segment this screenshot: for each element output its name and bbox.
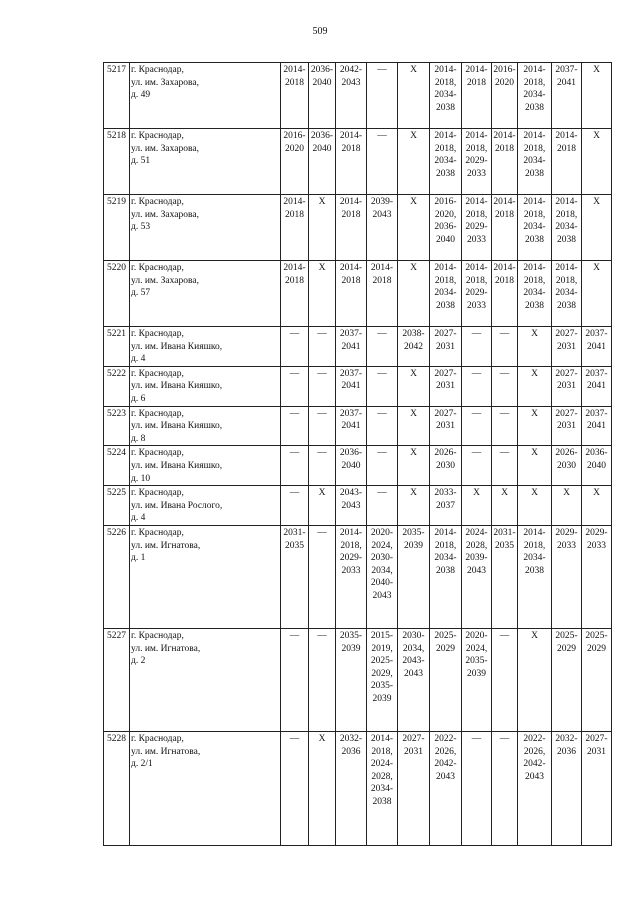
period-cell: X <box>309 486 336 526</box>
period-cell: 2014- 2018 <box>492 261 518 327</box>
period-cell: 2014- 2018, 2034- 2038 <box>518 261 552 327</box>
table-row <box>104 731 612 845</box>
table-row <box>104 327 612 367</box>
period-cell: 2014- 2018, 2029- 2033 <box>462 129 492 195</box>
address-cell: г. Краснодар, ул. им. Захарова, д. 57 <box>130 261 281 327</box>
period-cell: 2027- 2031 <box>430 366 462 406</box>
period-cell: — <box>309 366 336 406</box>
period-cell: — <box>367 366 398 406</box>
period-cell: 2043- 2043 <box>336 486 367 526</box>
page-number: 509 <box>312 26 328 37</box>
row-number: 5223 <box>104 406 130 446</box>
period-cell: — <box>367 327 398 367</box>
period-cell: 2024- 2028, 2039- 2043 <box>462 525 492 628</box>
period-cell: 2014- 2018, 2034- 2038 <box>430 63 462 129</box>
period-cell: X <box>582 195 612 261</box>
period-cell: 2025- 2029 <box>582 628 612 731</box>
period-cell: 2026- 2030 <box>430 446 462 486</box>
period-cell: 2014- 2018, 2029- 2033 <box>462 195 492 261</box>
period-cell: X <box>309 195 336 261</box>
table-row <box>104 406 612 446</box>
period-cell: 2014- 2018 <box>281 261 309 327</box>
period-cell: — <box>309 406 336 446</box>
period-cell: X <box>398 486 430 526</box>
period-cell: 2016- 2020, 2036- 2040 <box>430 195 462 261</box>
period-cell: — <box>281 486 309 526</box>
period-cell: 2014- 2018, 2029- 2033 <box>462 261 492 327</box>
period-cell: 2014- 2018, 2034- 2038 <box>430 129 462 195</box>
address-cell: г. Краснодар, ул. им. Ивана Кияшко, д. 10 <box>130 446 281 486</box>
period-cell: — <box>492 628 518 731</box>
period-cell: 2029- 2033 <box>552 525 582 628</box>
period-cell: 2014- 2018 <box>367 261 398 327</box>
table-row <box>104 366 612 406</box>
period-cell: — <box>281 366 309 406</box>
address-cell: г. Краснодар, ул. им. Захарова, д. 51 <box>130 129 281 195</box>
period-cell: 2016- 2020 <box>492 63 518 129</box>
period-cell: 2036- 2040 <box>309 129 336 195</box>
period-cell: 2014- 2018 <box>462 63 492 129</box>
period-cell: 2027- 2031 <box>430 406 462 446</box>
period-cell: 2027- 2031 <box>552 327 582 367</box>
period-cell: 2036- 2040 <box>336 446 367 486</box>
period-cell: X <box>518 406 552 446</box>
schedule-table <box>103 62 612 846</box>
period-cell: 2037- 2041 <box>582 327 612 367</box>
row-number: 5218 <box>104 129 130 195</box>
row-number: 5220 <box>104 261 130 327</box>
row-number: 5225 <box>104 486 130 526</box>
period-cell: 2027- 2031 <box>582 731 612 845</box>
period-cell: — <box>492 366 518 406</box>
address-cell: г. Краснодар, ул. им. Ивана Кияшко, д. 6 <box>130 366 281 406</box>
period-cell: 2014- 2018, 2034- 2038 <box>518 63 552 129</box>
period-cell: 2035- 2039 <box>336 628 367 731</box>
period-cell: X <box>518 446 552 486</box>
period-cell: X <box>582 63 612 129</box>
period-cell: 2014- 2018, 2034- 2038 <box>430 261 462 327</box>
period-cell: 2037- 2041 <box>552 63 582 129</box>
period-cell: — <box>281 731 309 845</box>
period-cell: 2036- 2040 <box>582 446 612 486</box>
period-cell: X <box>582 261 612 327</box>
period-cell: X <box>398 195 430 261</box>
period-cell: 2032- 2036 <box>552 731 582 845</box>
period-cell: 2014- 2018, 2034- 2038 <box>518 129 552 195</box>
address-cell: г. Краснодар, ул. им. Игнатова, д. 2 <box>130 628 281 731</box>
period-cell: — <box>492 327 518 367</box>
period-cell: 2014- 2018, 2029- 2033 <box>336 525 367 628</box>
period-cell: — <box>309 628 336 731</box>
address-cell: г. Краснодар, ул. им. Захарова, д. 49 <box>130 63 281 129</box>
period-cell: 2025- 2029 <box>430 628 462 731</box>
period-cell: X <box>398 406 430 446</box>
period-cell: 2027- 2031 <box>552 366 582 406</box>
period-cell: X <box>518 486 552 526</box>
period-cell: X <box>462 486 492 526</box>
period-cell: X <box>552 486 582 526</box>
table-row <box>104 261 612 327</box>
period-cell: 2014- 2018 <box>336 261 367 327</box>
period-cell: 2029- 2033 <box>582 525 612 628</box>
period-cell: — <box>462 731 492 845</box>
period-cell: X <box>398 261 430 327</box>
period-cell: — <box>367 446 398 486</box>
period-cell: — <box>309 446 336 486</box>
period-cell: — <box>367 129 398 195</box>
period-cell: 2030- 2034, 2043- 2043 <box>398 628 430 731</box>
period-cell: — <box>462 327 492 367</box>
period-cell: — <box>281 446 309 486</box>
period-cell: X <box>309 261 336 327</box>
period-cell: 2016- 2020 <box>281 129 309 195</box>
row-number: 5221 <box>104 327 130 367</box>
period-cell: 2014- 2018 <box>492 195 518 261</box>
period-cell: — <box>367 63 398 129</box>
period-cell: 2031- 2035 <box>492 525 518 628</box>
period-cell: — <box>281 628 309 731</box>
period-cell: — <box>367 486 398 526</box>
period-cell: X <box>309 731 336 845</box>
address-cell: г. Краснодар, ул. им. Игнатова, д. 2/1 <box>130 731 281 845</box>
period-cell: 2037- 2041 <box>336 327 367 367</box>
period-cell: X <box>492 486 518 526</box>
period-cell: 2032- 2036 <box>336 731 367 845</box>
period-cell: X <box>518 628 552 731</box>
period-cell: 2038- 2042 <box>398 327 430 367</box>
period-cell: — <box>492 406 518 446</box>
period-cell: 2027- 2031 <box>430 327 462 367</box>
table-row <box>104 628 612 731</box>
table-row <box>104 195 612 261</box>
period-cell: 2037- 2041 <box>582 366 612 406</box>
address-cell: г. Краснодар, ул. им. Ивана Кияшко, д. 8 <box>130 406 281 446</box>
period-cell: 2037- 2041 <box>582 406 612 446</box>
row-number: 5217 <box>104 63 130 129</box>
row-number: 5228 <box>104 731 130 845</box>
period-cell: 2014- 2018 <box>552 129 582 195</box>
period-cell: — <box>281 327 309 367</box>
period-cell: 2022- 2026, 2042- 2043 <box>430 731 462 845</box>
period-cell: — <box>309 525 336 628</box>
period-cell: 2037- 2041 <box>336 406 367 446</box>
row-number: 5219 <box>104 195 130 261</box>
period-cell: — <box>462 446 492 486</box>
period-cell: 2014- 2018 <box>336 195 367 261</box>
period-cell: — <box>309 327 336 367</box>
table-row <box>104 525 612 628</box>
period-cell: 2037- 2041 <box>336 366 367 406</box>
period-cell: — <box>367 406 398 446</box>
table-row <box>104 486 612 526</box>
period-cell: 2022- 2026, 2042- 2043 <box>518 731 552 845</box>
address-cell: г. Краснодар, ул. им. Ивана Кияшко, д. 4 <box>130 327 281 367</box>
period-cell: 2014- 2018, 2024- 2028, 2034- 2038 <box>367 731 398 845</box>
table-row <box>104 446 612 486</box>
period-cell: 2033- 2037 <box>430 486 462 526</box>
period-cell: — <box>281 406 309 446</box>
period-cell: 2014- 2018 <box>492 129 518 195</box>
period-cell: 2031- 2035 <box>281 525 309 628</box>
period-cell: X <box>398 446 430 486</box>
period-cell: 2025- 2029 <box>552 628 582 731</box>
period-cell: X <box>518 327 552 367</box>
period-cell: 2014- 2018, 2034- 2038 <box>552 261 582 327</box>
period-cell: 2020- 2024, 2035- 2039 <box>462 628 492 731</box>
period-cell: 2014- 2018 <box>281 195 309 261</box>
row-number: 5224 <box>104 446 130 486</box>
period-cell: — <box>492 446 518 486</box>
period-cell: 2027- 2031 <box>398 731 430 845</box>
row-number: 5227 <box>104 628 130 731</box>
period-cell: X <box>398 129 430 195</box>
period-cell: X <box>398 366 430 406</box>
period-cell: 2014- 2018, 2034- 2038 <box>518 195 552 261</box>
table-row <box>104 129 612 195</box>
period-cell: 2036- 2040 <box>309 63 336 129</box>
period-cell: — <box>462 366 492 406</box>
period-cell: X <box>398 63 430 129</box>
period-cell: 2014- 2018, 2034- 2038 <box>518 525 552 628</box>
period-cell: 2027- 2031 <box>552 406 582 446</box>
table-row <box>104 63 612 129</box>
row-number: 5226 <box>104 525 130 628</box>
address-cell: г. Краснодар, ул. им. Ивана Рослого, д. 4 <box>130 486 281 526</box>
period-cell: X <box>582 486 612 526</box>
period-cell: — <box>492 731 518 845</box>
period-cell: 2026- 2030 <box>552 446 582 486</box>
period-cell: 2039- 2043 <box>367 195 398 261</box>
period-cell: — <box>462 406 492 446</box>
period-cell: 2014- 2018 <box>281 63 309 129</box>
period-cell: 2042- 2043 <box>336 63 367 129</box>
period-cell: 2014- 2018 <box>336 129 367 195</box>
period-cell: X <box>582 129 612 195</box>
address-cell: г. Краснодар, ул. им. Захарова, д. 53 <box>130 195 281 261</box>
period-cell: 2014- 2018, 2034- 2038 <box>430 525 462 628</box>
period-cell: 2020- 2024, 2030- 2034, 2040- 2043 <box>367 525 398 628</box>
address-cell: г. Краснодар, ул. им. Игнатова, д. 1 <box>130 525 281 628</box>
period-cell: 2015- 2019, 2025- 2029, 2035- 2039 <box>367 628 398 731</box>
period-cell: 2035- 2039 <box>398 525 430 628</box>
period-cell: X <box>518 366 552 406</box>
row-number: 5222 <box>104 366 130 406</box>
period-cell: 2014- 2018, 2034- 2038 <box>552 195 582 261</box>
